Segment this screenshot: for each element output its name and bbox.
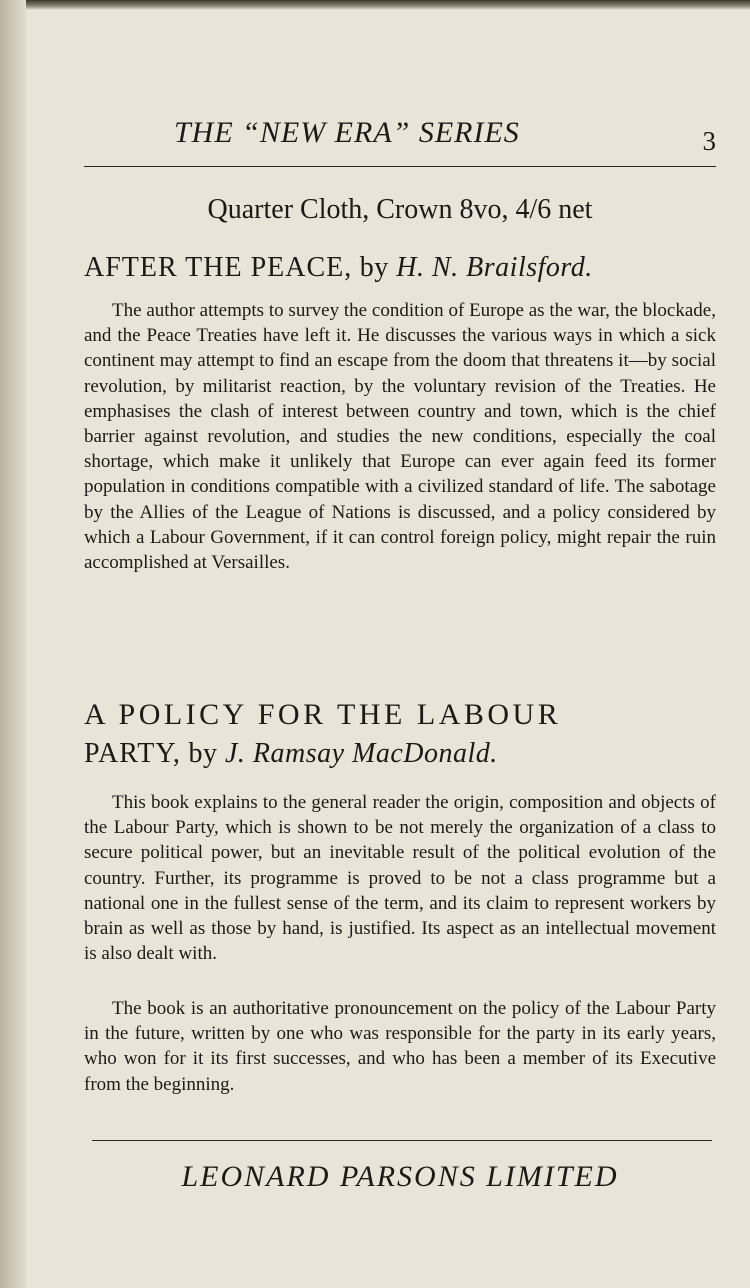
book-author: H. N. Brailsford. [396, 252, 593, 283]
book-author: J. Ramsay MacDonald. [224, 738, 498, 769]
book-binding-edge [0, 0, 26, 1288]
footer-rule [92, 1140, 712, 1141]
book-description-paragraph-2: The book is an authoritative pronouncement on the policy of the Labour Party in the future, written by one who was responsible for the party in its early years, who won for it its first successes, and who has been a member of its Executive from the beginning. [84, 998, 716, 1095]
book-description-paragraph-1: This book explains to the general reader the origin, composition and objects of the Labour Party, which is shown to be not merely the organization of a class to secure political power, but an inevitable result of the political evolution of the country. Further, its programme is proved to be not a class programme but a national one in the fullest sense of the term, and its claim to represent workers by brain as well as those by hand, is justified. Its aspect as an intellectual movement is also dealt with. [84, 792, 716, 965]
page-number: 3 [702, 126, 716, 156]
header-rule [84, 166, 716, 167]
page-top-edge [0, 0, 750, 10]
format-price-line: Quarter Cloth, Crown 8vo, 4/6 net [207, 194, 593, 225]
publisher-name: LEONARD PARSONS LIMITED [181, 1160, 619, 1193]
book-title-text: PARTY, [84, 738, 181, 769]
book-page [84, 110, 716, 1230]
book-title-policy-line-2 [84, 738, 498, 770]
series-title: THE “NEW ERA” SERIES [174, 116, 520, 149]
by-word: by [188, 738, 218, 769]
book-title-after-the-peace [84, 252, 593, 284]
running-header [84, 110, 716, 168]
book-description: The author attempts to survey the condition of Europe as the war, the blockade, and the Peace Treaties have left it. He discusses the various ways in which a sick continent may attempt to find an escape from the doom that threatens it—by social revolution, by militarist reaction, by the voluntary revision of the Treaties. He emphasises the clash of interest between country and town, which is the chief barrier against revolution, and studies the new conditions, especially the coal shortage, which make it unlikely that Europe can ever again feed its former population in conditions compatible with a civilized standard of life. The sabotage by the Allies of the League of Nations is discussed, and a policy considered by which a Labour Government, if it can control foreign policy, might repair the ruin accomplished at Versailles. [84, 300, 716, 574]
by-word: by [359, 252, 389, 283]
book-title-text: AFTER THE PEACE, [84, 252, 353, 283]
book-title-policy-line-1: A POLICY FOR THE LABOUR [84, 698, 562, 731]
